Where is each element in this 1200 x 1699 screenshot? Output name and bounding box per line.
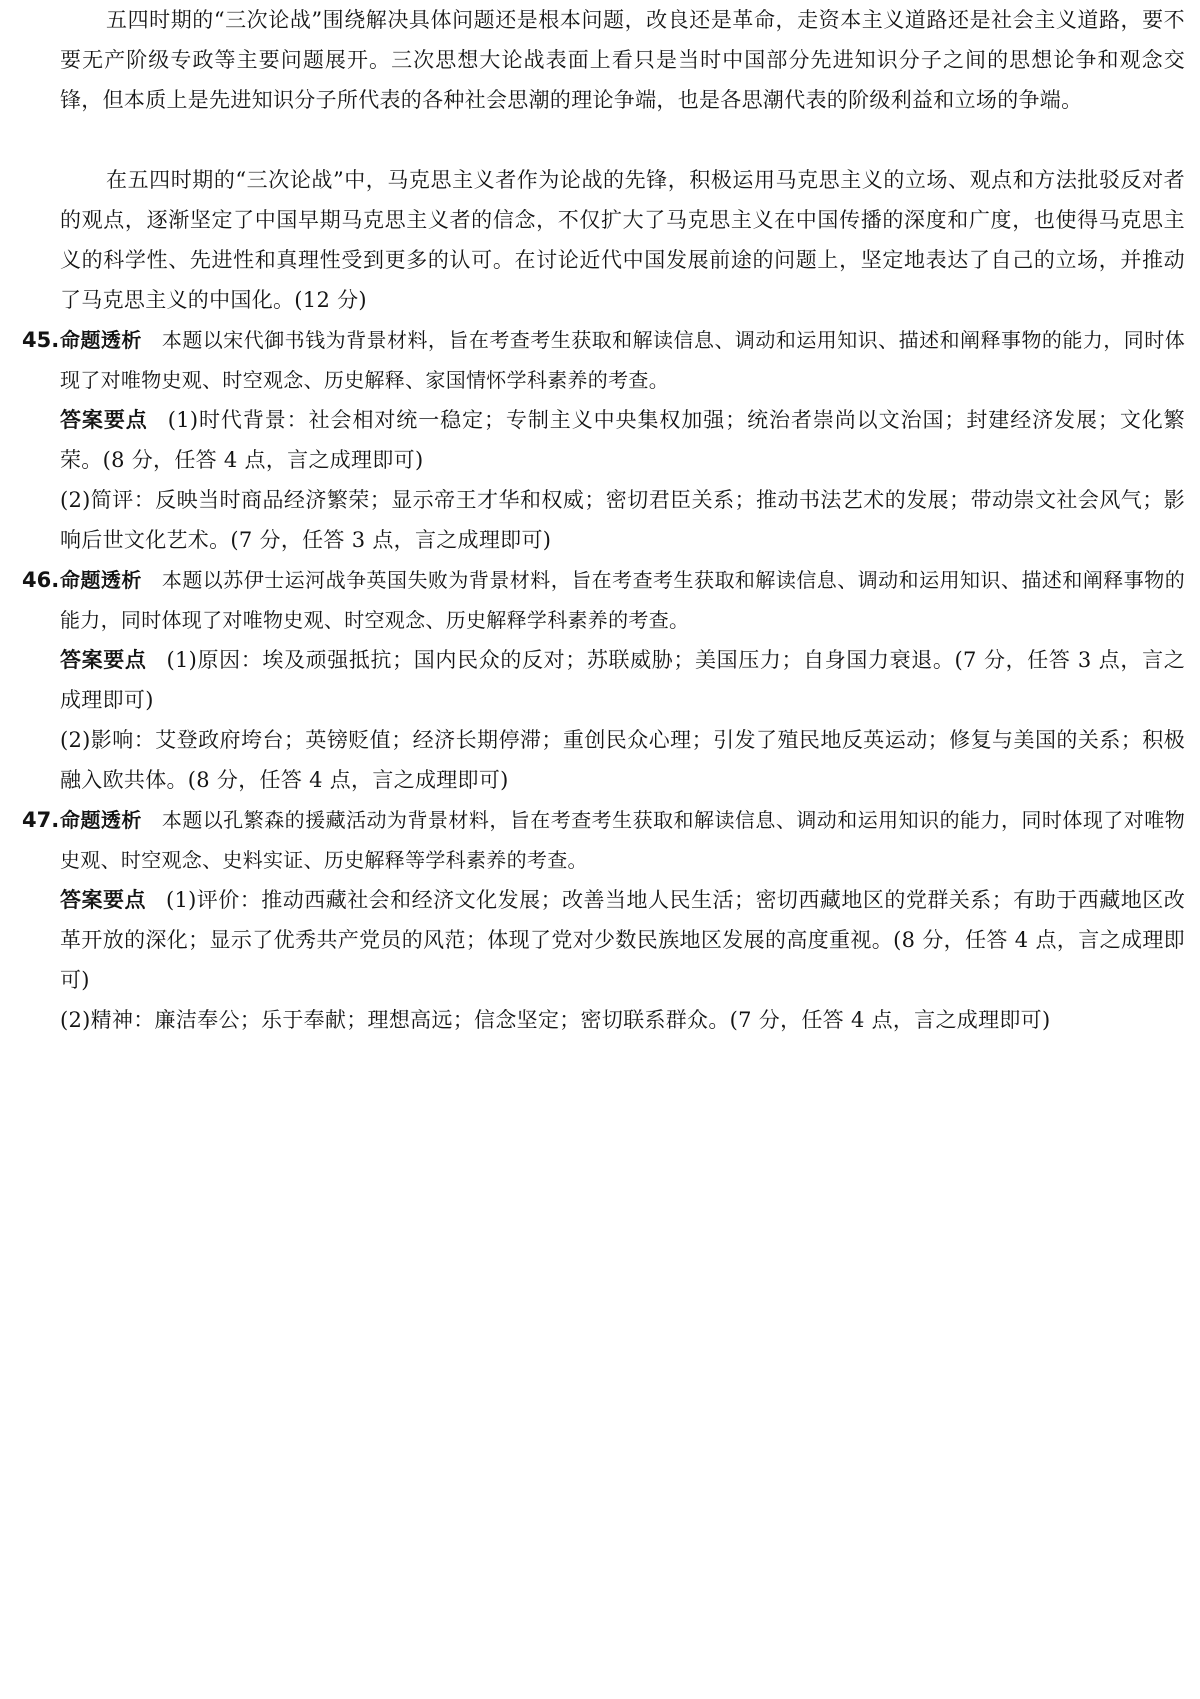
answer-label: 答案要点 — [60, 888, 146, 912]
analysis-label: 命题透析 — [60, 328, 142, 352]
answer-label: 答案要点 — [60, 648, 147, 672]
question-analysis — [60, 800, 1185, 880]
answer-part-2: (2)简评：反映当时商品经济繁荣；显示帝王才华和权威；密切君臣关系；推动书法艺术的发展；带动崇文社会风气；影响后世文化艺术。(7 分，任答 3 点，言之成理即可) — [60, 488, 1185, 552]
analysis-text: 本题以宋代御书钱为背景材料，旨在考查考生获取和解读信息、调动和运用知识、描述和阐释事物的能力，同时体现了对唯物史观、时空观念、历史解释、家国情怀学科素养的考查。 — [60, 328, 1186, 392]
question-number: 47. — [22, 808, 60, 832]
answer-part-2: (2)影响：艾登政府垮台；英镑贬值；经济长期停滞；重创民众心理；引发了殖民地反英运动；修复与美国的关系；积极融入欧共体。(8 分，任答 4 点，言之成理即可) — [60, 728, 1185, 792]
analysis-label: 命题透析 — [60, 568, 142, 592]
analysis-text: 本题以孔繁森的援藏活动为背景材料，旨在考查考生获取和解读信息、调动和运用知识的能力，同时体现了对唯物史观、时空观念、史料实证、历史解释等学科素养的考查。 — [60, 808, 1186, 872]
question-analysis — [60, 560, 1185, 640]
paragraph-marxist-role: 在五四时期的“三次论战”中，马克思主义者作为论战的先锋，积极运用马克思主义的立场、观点和方法批驳反对者的观点，逐渐坚定了中国早期马克思主义者的信念，不仅扩大了马克思主义在中国传播的深度和广度，也使得马克思主义的科学性、先进性和真理性受到更多的认可。在讨论近代中国发展前途的问题上，坚定地表达了自己的立场，并推动了马克思主义的中国化。(12 分) — [60, 168, 1185, 312]
question-number: 46. — [22, 568, 60, 592]
answer-part-1 — [60, 880, 1185, 1000]
paragraph-three-debates-overview: 五四时期的“三次论战”围绕解决具体问题还是根本问题，改良还是革命，走资本主义道路还是社会主义道路，要不要无产阶级专政等主要问题展开。三次思想大论战表面上看只是当时中国部分先进知识分子之间的思想论争和观念交锋，但本质上是先进知识分子所代表的各种社会思潮的理论争端，也是各思潮代表的阶级利益和立场的争端。 — [60, 8, 1185, 112]
analysis-text: 本题以苏伊士运河战争英国失败为背景材料，旨在考查考生获取和解读信息、调动和运用知识、描述和阐释事物的能力，同时体现了对唯物史观、时空观念、历史解释学科素养的考查。 — [60, 568, 1186, 632]
answer-text-1: (1)时代背景：社会相对统一稳定；专制主义中央集权加强；统治者崇尚以文治国；封建经济发展；文化繁荣。(8 分，任答 4 点，言之成理即可) — [60, 408, 1185, 472]
question-number: 45. — [22, 328, 60, 352]
answer-label: 答案要点 — [60, 408, 148, 432]
question-analysis — [60, 320, 1185, 400]
answer-text-1: (1)原因：埃及顽强抵抗；国内民众的反对；苏联威胁；美国压力；自身国力衰退。(7 分，任答 3 点，言之成理即可) — [60, 648, 1185, 712]
analysis-label: 命题透析 — [60, 808, 142, 832]
answer-text-1: (1)评价：推动西藏社会和经济文化发展；改善当地人民生活；密切西藏地区的党群关系；有助于西藏地区改革开放的深化；显示了优秀共产党员的风范；体现了党对少数民族地区发展的高度重视。(8 分，任答 4 点，言之成理即可) — [60, 888, 1185, 992]
answer-part-1 — [60, 400, 1185, 480]
answer-part-1 — [60, 640, 1185, 720]
answer-part-2: (2)精神：廉洁奉公；乐于奉献；理想高远；信念坚定；密切联系群众。(7 分，任答 4 点，言之成理即可) — [60, 1008, 1051, 1032]
